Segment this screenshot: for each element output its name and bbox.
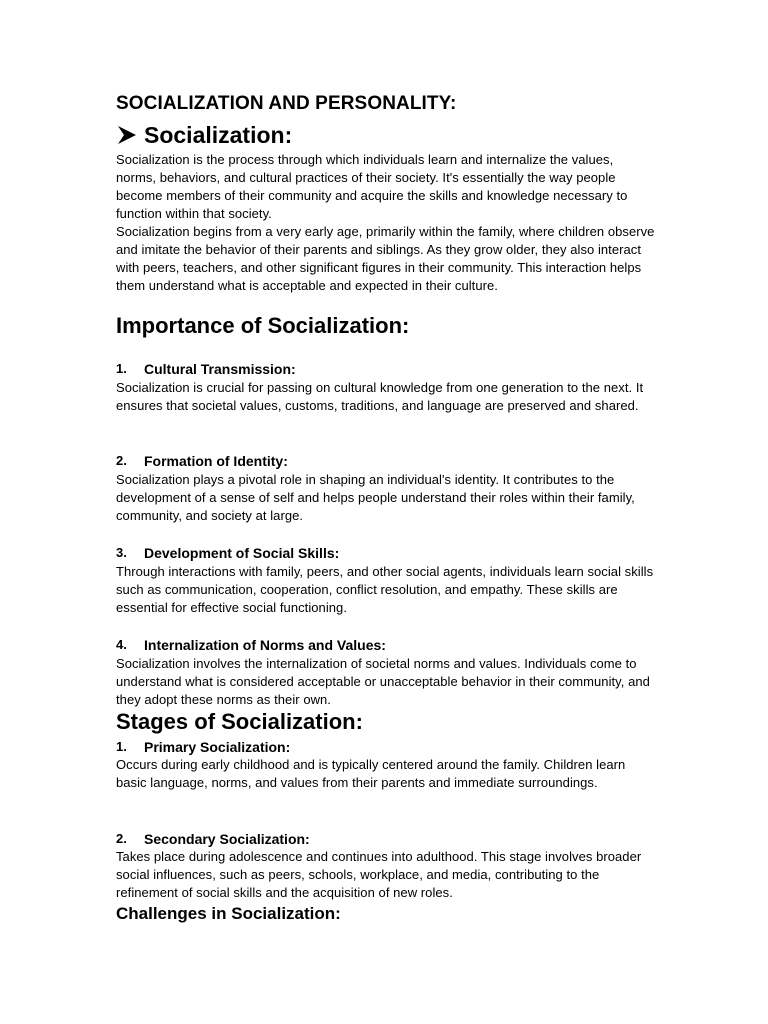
item-number: 2. [116,831,127,846]
item-number: 2. [116,453,127,468]
importance-item-3-text: Through interactions with family, peers, and other social agents, individuals learn social skills such as communication, cooperation, conflict resolution, and empathy. These skills are essential for effective social functioning. [116,564,654,615]
item-title: Formation of Identity: [144,453,288,469]
stages-item-2-heading [116,830,310,848]
item-number: 1. [116,739,127,754]
importance-item-4-heading [116,636,386,654]
item-number: 1. [116,361,127,376]
socialization-paragraph-1: Socialization is the process through which individuals learn and internalize the values, norms, behaviors, and cultural practices of their society. It's essentially the way people become members of their community and acquire the skills and knowledge necessary to function within that society. [116,152,628,221]
socialization-paragraph-2: Socialization begins from a very early age, primarily within the family, where children observe and imitate the behavior of their parents and siblings. As they grow older, they also interact with peers, teachers, and other significant figures in their community. This interaction helps them understand what is acceptable and expected in their culture. [116,224,655,293]
item-title: Development of Social Skills: [144,545,340,561]
challenges-heading: Challenges in Socialization: [116,904,341,923]
item-title: Secondary Socialization: [144,831,310,847]
importance-item-2-text: Socialization plays a pivotal role in shaping an individual's identity. It contributes to the development of a sense of self and helps people understand their roles within their family, community, and society at large. [116,472,635,523]
importance-item-2-heading [116,452,288,470]
socialization-heading-text: Socialization: [144,122,293,148]
item-number: 3. [116,545,127,560]
importance-heading: Importance of Socialization: [116,313,410,338]
socialization-heading [116,120,292,150]
stages-item-1-heading [116,738,290,756]
arrow-bullet-icon [116,124,138,146]
importance-item-1-text: Socialization is crucial for passing on cultural knowledge from one generation to the next. It ensures that societal values, customs, traditions, and language are preserved and shared. [116,380,644,413]
document-title: SOCIALIZATION AND PERSONALITY: [116,93,457,114]
stages-item-1-text: Occurs during early childhood and is typically centered around the family. Children learn basic language, norms, and values from their parents and immediate surroundings. [116,757,626,790]
stages-item-2-text: Takes place during adolescence and continues into adulthood. This stage involves broader social influences, such as peers, schools, workplace, and media, contributing to the refinement of social skills and the acquisition of new roles. [116,849,642,900]
item-title: Cultural Transmission: [144,361,296,377]
importance-item-1-heading [116,360,296,378]
item-title: Primary Socialization: [144,739,291,755]
item-number: 4. [116,637,127,652]
importance-item-4-text: Socialization involves the internalization of societal norms and values. Individuals come to understand what is considered acceptable or unacceptable behavior in their community, and they adopt these norms as their own. [116,656,650,707]
importance-item-3-heading [116,544,339,562]
item-title: Internalization of Norms and Values: [144,637,386,653]
stages-heading: Stages of Socialization: [116,709,363,734]
